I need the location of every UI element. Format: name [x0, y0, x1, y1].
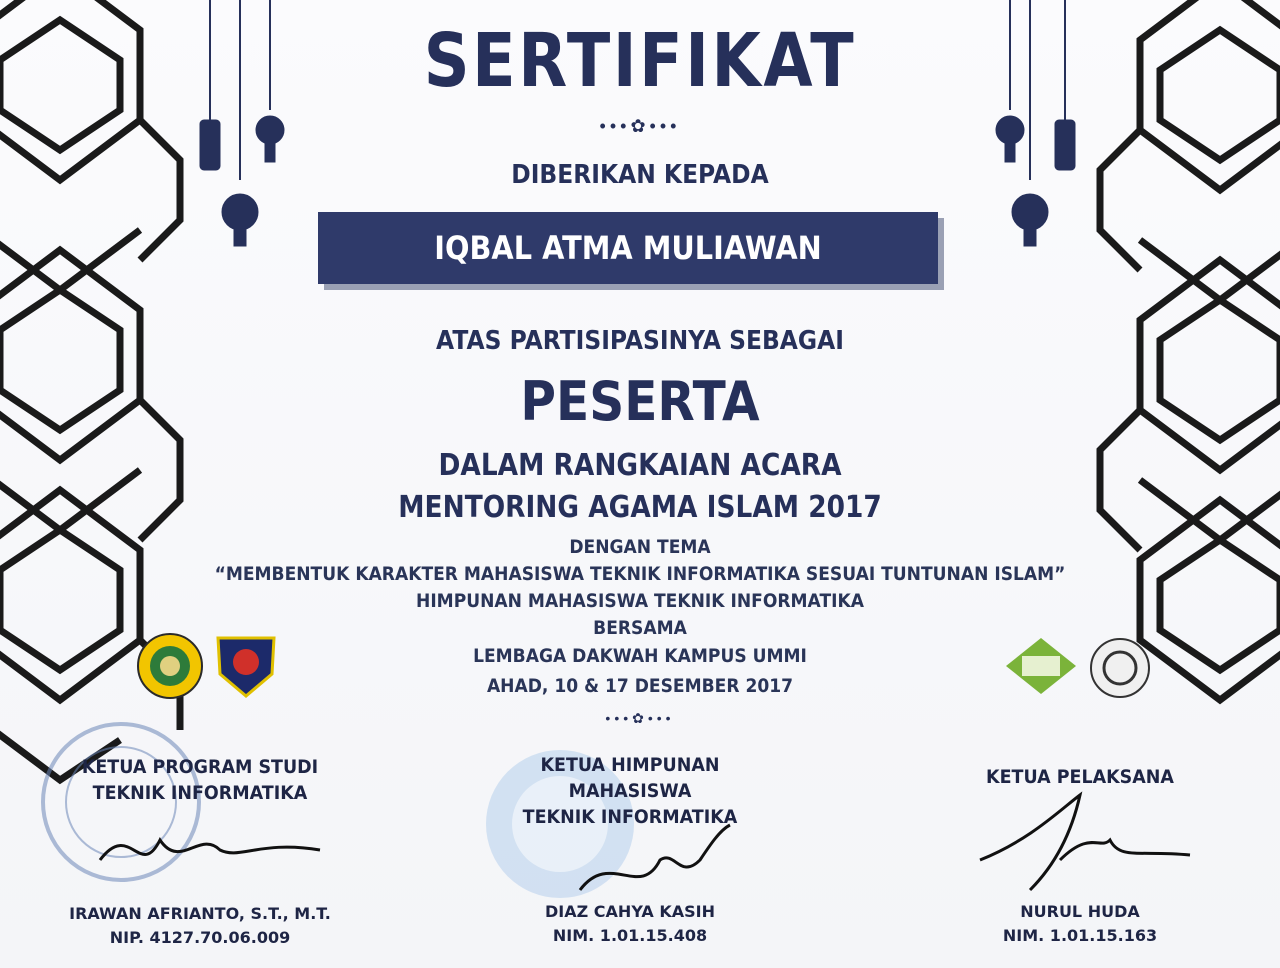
- signer-1-role-line-2: TEKNIK INFORMATIKA: [92, 782, 308, 804]
- role-title: PESERTA: [520, 370, 760, 433]
- signature-block-1: [60, 754, 340, 806]
- signer-1-name: IRAWAN AFRIANTO, S.T., M.T.: [69, 904, 331, 923]
- hmif-logo: [214, 634, 278, 700]
- unikom-logo: [132, 630, 208, 702]
- signer-2-role-line-1: KETUA HIMPUNAN MAHASISWA: [540, 754, 720, 802]
- recipient-name-box: [318, 212, 938, 284]
- signature-1-scribble: [90, 810, 330, 890]
- ummi-ldk-logo: [1088, 636, 1152, 700]
- event-date: AHAD, 10 & 17 DESEMBER 2017: [486, 675, 794, 697]
- recipient-name: IQBAL ATMA MULIAWAN: [434, 229, 822, 267]
- signature-2-scribble: [560, 820, 760, 910]
- signer-3-role-line-1: KETUA PELAKSANA: [986, 766, 1174, 788]
- mai-logo: [1002, 636, 1080, 696]
- signer-3-name: NURUL HUDA: [1020, 902, 1140, 921]
- divider-dots-2: •••✿•••: [605, 710, 675, 726]
- signature-block-3: [930, 764, 1230, 790]
- partner: LEMBAGA DAKWAH KAMPUS UMMI: [473, 645, 807, 667]
- organizer: HIMPUNAN MAHASISWA TEKNIK INFORMATIKA: [416, 590, 864, 612]
- signer-2-role-line-2: TEKNIK INFORMATIKA: [522, 806, 738, 828]
- given-to-label: DIBERIKAN KEPADA: [511, 160, 769, 190]
- together-label: BERSAMA: [593, 617, 687, 639]
- event-line-1: DALAM RANGKAIAN ACARA: [438, 448, 842, 483]
- signer-1-id: NIP. 4127.70.06.009: [109, 928, 291, 947]
- signature-block-2: [470, 752, 790, 830]
- theme-label: DENGAN TEMA: [569, 536, 711, 558]
- signature-3-scribble: [970, 790, 1200, 900]
- signer-2-id: NIM. 1.01.15.408: [552, 926, 708, 945]
- event-line-2: MENTORING AGAMA ISLAM 2017: [398, 490, 882, 525]
- participation-label: ATAS PARTISIPASINYA SEBAGAI: [436, 326, 844, 356]
- divider-dots: •••✿•••: [599, 116, 681, 136]
- certificate-title: SERTIFIKAT: [423, 18, 857, 104]
- theme-text: “MEMBENTUK KARAKTER MAHASISWA TEKNIK INFORMATIKA SESUAI TUNTUNAN ISLAM”: [214, 563, 1066, 585]
- signer-2-name: DIAZ CAHYA KASIH: [545, 902, 715, 921]
- signer-3-id: NIM. 1.01.15.163: [1002, 926, 1158, 945]
- signer-1-role-line-1: KETUA PROGRAM STUDI: [81, 756, 319, 778]
